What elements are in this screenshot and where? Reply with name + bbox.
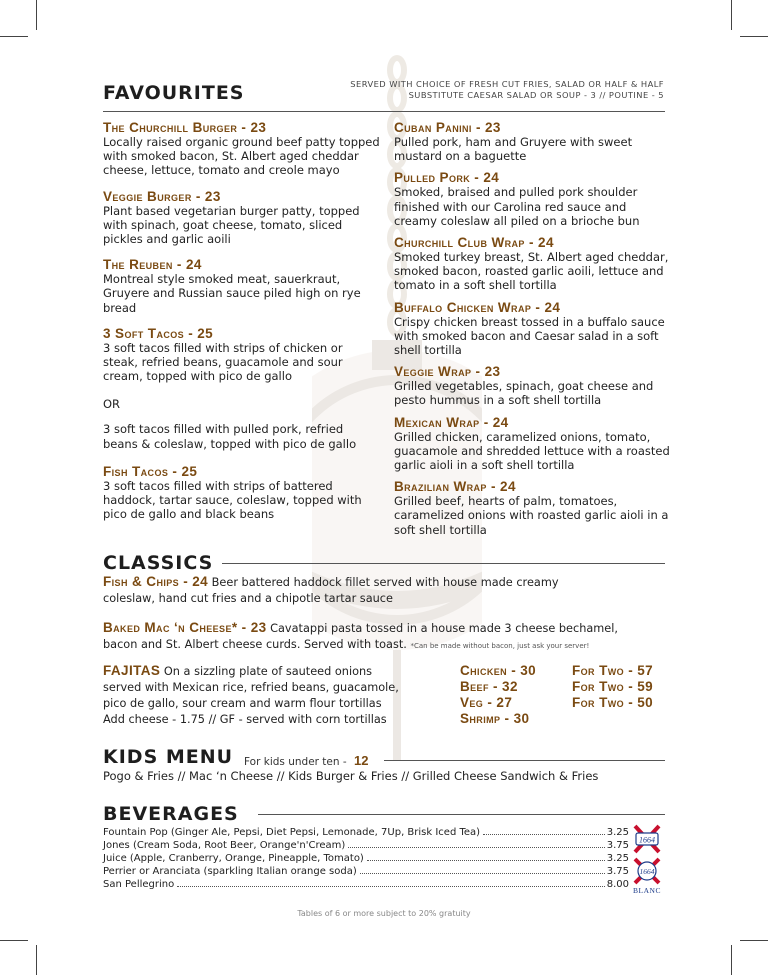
gratuity-note: Tables of 6 or more subject to 20% gratuity bbox=[297, 909, 471, 918]
favourites-right-column bbox=[394, 121, 672, 549]
beverages-list bbox=[103, 827, 629, 892]
item-name: Brazilian Wrap - 24 bbox=[394, 479, 516, 495]
favourites-left-column bbox=[103, 121, 381, 533]
kids-subtitle bbox=[244, 753, 368, 768]
fish-and-chips bbox=[103, 574, 673, 607]
item-description: Pulled pork, ham and Gruyere with sweet mustard on a baguette bbox=[394, 135, 633, 164]
beverage-price: 3.75 bbox=[606, 866, 629, 877]
fajita-price-for-two: For Two - 50 bbox=[572, 695, 654, 710]
item-description: Grilled beef, hearts of palm, tomatoes, caramelized onions with roasted garlic aioli in a soft shell tortilla bbox=[394, 494, 669, 537]
favourites-heading: FAVOURITES bbox=[103, 82, 245, 104]
beverage-name: Perrier or Aranciata (sparkling Italian orange soda) bbox=[103, 866, 357, 877]
item-name: The Churchill Burger - 23 bbox=[103, 120, 267, 135]
mac-and-cheese-note: *Can be made without bacon, just ask your server! bbox=[410, 642, 590, 650]
fajitas-desc-4: Add cheese - 1.75 // GF - served with corn tortillas bbox=[103, 713, 387, 726]
item-description: 3 soft tacos filled with strips of chicken or steak, refried beans, guacamole and sour cream, topped with pico de gallo bbox=[103, 340, 343, 384]
item-name: The Reuben - 24 bbox=[103, 257, 202, 273]
kronenbourg-1664-logo bbox=[632, 822, 662, 856]
leader-dots bbox=[348, 847, 604, 848]
classics-heading: CLASSICS bbox=[103, 552, 214, 574]
classics-rule bbox=[222, 563, 665, 564]
kids-price: 12 bbox=[354, 753, 369, 768]
item-description: Grilled chicken, caramelized onions, tomato, guacamole and shredded lettuce with a roasted garlic aioli in a soft shell tortilla bbox=[394, 429, 670, 473]
beverage-name: Fountain Pop (Ginger Ale, Pepsi, Diet Pepsi, Lemonade, 7Up, Brisk Iced Tea) bbox=[103, 827, 481, 838]
item-description: Montreal style smoked meat, sauerkraut, Gruyere and Russian sauce piled high on rye bread bbox=[103, 272, 361, 315]
beverage-row bbox=[103, 866, 629, 879]
fajitas bbox=[103, 663, 448, 728]
mac-and-cheese bbox=[103, 620, 673, 654]
menu-item bbox=[103, 327, 381, 451]
menu-item bbox=[394, 171, 672, 228]
menu-item bbox=[394, 121, 672, 163]
beverages-rule bbox=[258, 814, 665, 815]
fajita-price-for-two: For Two - 57 bbox=[572, 663, 654, 678]
fajitas-desc-1: On a sizzling plate of sauteed onions bbox=[163, 665, 373, 678]
mac-and-cheese-name: Baked Mac ‘n Cheese* - 23 bbox=[103, 620, 267, 635]
menu-item bbox=[394, 480, 672, 537]
logo-blanc-label: BLANC bbox=[633, 886, 661, 895]
beverage-row bbox=[103, 840, 629, 853]
beverage-row bbox=[103, 853, 629, 866]
item-name: Buffalo Chicken Wrap - 24 bbox=[394, 299, 561, 315]
beverage-price: 3.25 bbox=[606, 827, 629, 838]
beverage-name: Jones (Cream Soda, Root Beer, Orange'n'Cream) bbox=[103, 840, 346, 851]
fajitas-desc-3: pico de gallo, sour cream and warm flour tortillas bbox=[103, 697, 382, 710]
item-name: Cuban Panini - 23 bbox=[394, 120, 501, 135]
item-name: 3 Soft Tacos - 25 bbox=[103, 325, 214, 341]
item-description: Grilled vegetables, spinach, goat cheese and pesto hummus in a soft shell tortilla bbox=[394, 379, 654, 408]
fajita-price: Chicken - 30 bbox=[460, 663, 537, 678]
item-description-alt: 3 soft tacos filled with pulled pork, refried beans & coleslaw, topped with pico de gallo bbox=[103, 422, 357, 451]
kids-rule bbox=[384, 760, 665, 761]
or-divider: OR bbox=[103, 397, 121, 412]
fish-and-chips-desc-2: coleslaw, hand cut fries and a chipotle tartar sauce bbox=[103, 592, 393, 605]
item-description: Smoked turkey breast, St. Albert aged cheddar, smoked bacon, roasted garlic aoili, lettuce and tomato in a soft shell tortilla bbox=[394, 250, 669, 293]
mac-and-cheese-desc: Cavatappi pasta tossed in a house made 3 cheese bechamel, bbox=[270, 622, 618, 635]
menu-item bbox=[103, 258, 381, 315]
beverages-heading: BEVERAGES bbox=[103, 803, 239, 825]
item-description: Plant based vegetarian burger patty, topped with spinach, goat cheese, tomato, sliced pickles and garlic aoili bbox=[103, 203, 360, 247]
item-name: Churchill Club Wrap - 24 bbox=[394, 235, 554, 251]
beverage-price: 3.25 bbox=[606, 853, 629, 864]
leader-dots bbox=[177, 886, 605, 887]
fajitas-name: FAJITAS bbox=[103, 663, 161, 678]
leader-dots bbox=[483, 834, 605, 835]
menu-item bbox=[103, 190, 381, 247]
fish-and-chips-name: Fish & Chips - 24 bbox=[103, 574, 209, 589]
kids-heading: KIDS MENU bbox=[103, 746, 234, 768]
logo-1664-text: 1664 bbox=[639, 835, 655, 845]
menu-item bbox=[394, 301, 672, 358]
item-description: Locally raised organic ground beef patty topped with smoked bacon, St. Albert aged cheddar cheese, lettuce, tomato and creole mayo bbox=[103, 135, 380, 178]
fajitas-desc-2: served with Mexican rice, refried beans, guacamole, bbox=[103, 681, 399, 694]
beverage-row bbox=[103, 827, 629, 840]
sides-note-line-1: SERVED WITH CHOICE OF FRESH CUT FRIES, SALAD OR HALF & HALF bbox=[350, 79, 664, 89]
fajitas-prices bbox=[460, 663, 536, 727]
beverage-name: Juice (Apple, Cranberry, Orange, Pineapple, Tomato) bbox=[103, 853, 364, 864]
fajita-price-for-two: For Two - 59 bbox=[572, 679, 654, 694]
item-name: Fish Tacos - 25 bbox=[103, 463, 198, 479]
beverage-price: 8.00 bbox=[606, 879, 629, 890]
kids-subtitle-text: For kids under ten - bbox=[244, 756, 347, 768]
fajita-price: Shrimp - 30 bbox=[460, 711, 530, 726]
item-name: Mexican Wrap - 24 bbox=[394, 414, 509, 430]
kronenbourg-1664-blanc-logo bbox=[632, 856, 662, 896]
fish-and-chips-desc: Beer battered haddock fillet served with house made creamy bbox=[211, 576, 559, 589]
item-name: Pulled Pork - 24 bbox=[394, 170, 500, 186]
logo-1664-blanc-text: 1664 bbox=[639, 867, 655, 876]
menu-item bbox=[394, 236, 672, 293]
kids-items: Pogo & Fries // Mac ‘n Cheese // Kids Burger & Fries // Grilled Cheese Sandwich & Fries bbox=[103, 769, 599, 783]
menu-item bbox=[394, 365, 672, 407]
beverage-price: 3.75 bbox=[606, 840, 629, 851]
leader-dots bbox=[360, 873, 605, 874]
fajita-price: Beef - 32 bbox=[460, 679, 518, 694]
menu-item bbox=[103, 121, 381, 178]
beverage-name: San Pellegrino bbox=[103, 879, 175, 890]
item-description: Crispy chicken breast tossed in a buffalo sauce with smoked bacon and Caesar salad in a soft shell tortilla bbox=[394, 314, 665, 358]
leader-dots bbox=[367, 860, 605, 861]
favourites-rule bbox=[103, 111, 665, 112]
menu-item bbox=[394, 416, 672, 473]
menu-item bbox=[103, 465, 381, 522]
mac-and-cheese-desc-2: bacon and St. Albert cheese curds. Served with toast. bbox=[103, 638, 407, 651]
item-description: 3 soft tacos filled with strips of battered haddock, tartar sauce, coleslaw, topped with pico de gallo and black beans bbox=[103, 478, 362, 522]
fajita-price: Veg - 27 bbox=[460, 695, 513, 710]
item-name: Veggie Burger - 23 bbox=[103, 188, 221, 204]
sides-note-line-2: SUBSTITUTE CAESAR SALAD OR SOUP - 3 // POUTINE - 5 bbox=[408, 90, 664, 100]
item-description: Smoked, braised and pulled pork shoulder finished with our Carolina red sauce and creamy coleslaw all piled on a brioche bun bbox=[394, 185, 640, 228]
item-name: Veggie Wrap - 23 bbox=[394, 364, 501, 380]
beverage-row bbox=[103, 879, 629, 892]
fajitas-prices-for-two bbox=[572, 663, 653, 711]
sides-note bbox=[350, 79, 664, 101]
